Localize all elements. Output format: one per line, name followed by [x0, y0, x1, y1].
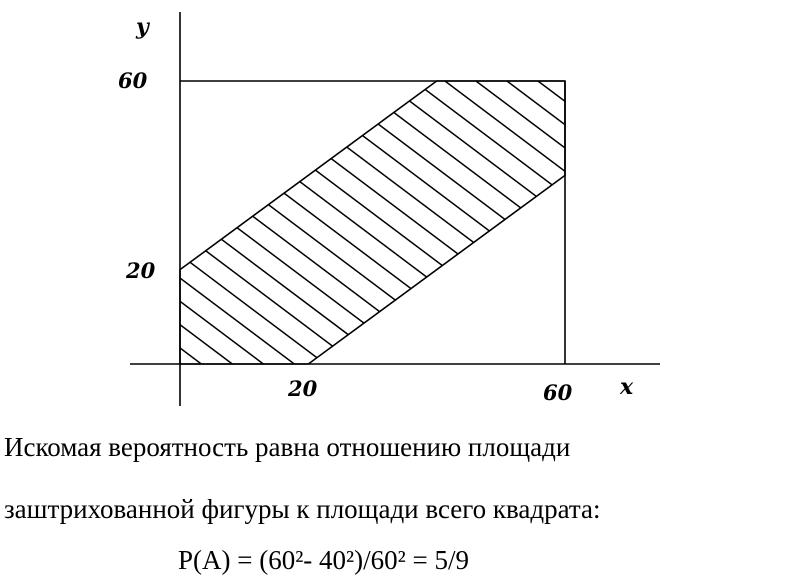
hatch-line: [0, 60, 254, 380]
hatch-line: [262, 60, 688, 380]
hatch-line: [789, 60, 800, 380]
hatch-line: [107, 60, 533, 380]
hatch-line: [0, 60, 347, 380]
hatch-line: [231, 60, 657, 380]
hatch-line: [0, 60, 316, 380]
hatch-line: [696, 60, 800, 380]
hatch-line: [727, 60, 800, 380]
hatch-line: [0, 60, 161, 380]
x-tick-20: 20: [288, 376, 318, 401]
hatch-line: [541, 60, 800, 380]
hatch-line: [0, 60, 409, 380]
hatch-line: [0, 60, 99, 380]
probability-formula: P(A) = (60²- 40²)/60² = 5/9: [178, 545, 469, 575]
explanation-line-1: Искомая вероятность равна отношению площади: [4, 432, 571, 462]
hatch-line: [355, 60, 781, 380]
hatch-line: [603, 60, 800, 380]
hatch-line: [0, 60, 285, 380]
hatch-line: [572, 60, 800, 380]
hatch-line: [386, 60, 800, 380]
explanation-line-2: заштрихованной фигуры к площади всего квадрата:: [4, 494, 601, 524]
hatch-line: [479, 60, 800, 380]
y-tick-60: 60: [118, 68, 148, 93]
hatch-line: [634, 60, 800, 380]
hatch-line: [0, 60, 130, 380]
hatch-line: [14, 60, 440, 380]
hatch-line: [0, 60, 192, 380]
hatch-line: [0, 60, 37, 380]
hatch-line: [448, 60, 800, 380]
hatch-line: [665, 60, 800, 380]
hatch-line: [0, 60, 6, 380]
hatch-line: [76, 60, 502, 380]
hatch-line: [200, 60, 626, 380]
y-tick-20: 20: [126, 258, 156, 283]
hatch-line: [510, 60, 800, 380]
hatch-line: [169, 60, 595, 380]
hatch-line: [324, 60, 750, 380]
y-axis-label: y: [136, 14, 149, 40]
x-tick-60: 60: [543, 380, 573, 405]
hatch-line: [293, 60, 719, 380]
hatch-line: [758, 60, 800, 380]
x-axis-label: x: [620, 374, 634, 400]
hatch-line: [45, 60, 471, 380]
hatch-line: [0, 60, 68, 380]
